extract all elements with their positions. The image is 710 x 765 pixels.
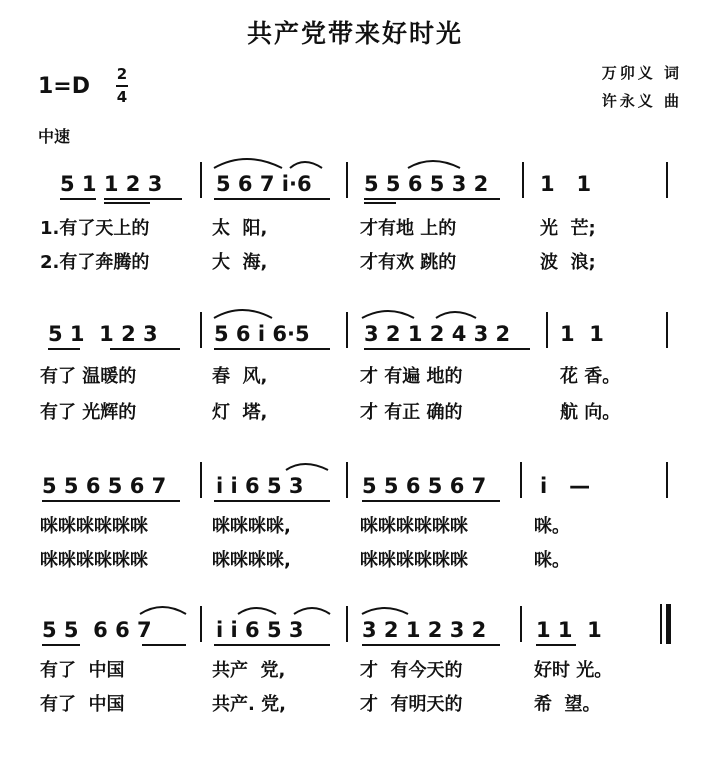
lyric: 咪。 xyxy=(534,516,570,537)
slur xyxy=(362,608,408,614)
composer-credit: 许永义 曲 xyxy=(601,92,682,110)
lyric: 才有欢 跳的 xyxy=(360,252,457,273)
key-signature: 1=D xyxy=(38,74,91,99)
slur xyxy=(362,311,414,318)
slur xyxy=(140,607,186,614)
lyric: 咪咪咪咪, xyxy=(212,516,291,537)
lyric: 好时 光。 xyxy=(534,660,613,681)
slur xyxy=(286,464,328,470)
lyric: 花 香。 xyxy=(560,366,621,387)
lyric: 才有地 上的 xyxy=(360,218,457,239)
measure: 5 5 6 5 6 7 xyxy=(42,474,167,498)
lyric: 才 有遍 地的 xyxy=(360,366,463,387)
time-signature-top: 2 xyxy=(116,65,128,83)
lyric: 1.有了天上的 xyxy=(40,218,150,239)
measure: 5 1 1 2 3 xyxy=(60,172,163,196)
lyric: 才 有正 确的 xyxy=(360,402,463,423)
lyric: 共产. 党, xyxy=(212,694,286,715)
measure: 5 6 7 i·6 xyxy=(216,172,312,196)
lyric: 航 向。 xyxy=(560,402,621,423)
measure: i i 6 5 3 xyxy=(216,474,304,498)
lyric: 才 有明天的 xyxy=(360,694,463,715)
slur xyxy=(294,608,330,614)
slur xyxy=(408,161,460,168)
lyricist-credit: 万卯义 词 xyxy=(601,64,682,82)
lyric: 太 阳, xyxy=(212,218,268,239)
measure: 3 2 1 2 3 2 xyxy=(362,618,487,642)
measure: 5 5 6 5 3 2 xyxy=(364,172,489,196)
measure: 1 1 xyxy=(560,322,604,346)
lyric: 波 浪; xyxy=(540,252,596,273)
slur xyxy=(238,608,276,614)
tempo-marking: 中速 xyxy=(38,127,71,146)
song-title: 共产党带来好时光 xyxy=(246,19,463,48)
slur xyxy=(214,159,282,168)
lyric: 咪。 xyxy=(534,550,570,571)
measure: 5 6 i 6·5 xyxy=(214,322,310,346)
lyric: 有了 温暖的 xyxy=(40,366,137,387)
lyric: 共产 党, xyxy=(212,660,286,681)
lyric: 咪咪咪咪咪咪 xyxy=(360,516,468,537)
lyric: 有了 光辉的 xyxy=(40,402,137,423)
slur xyxy=(214,310,272,318)
lyric: 咪咪咪咪咪咪 xyxy=(360,550,468,571)
lyric: 咪咪咪咪咪咪 xyxy=(40,550,148,571)
lyric: 光 芒; xyxy=(540,218,596,239)
measure: 3 2 1 2 4 3 2 xyxy=(364,322,511,346)
lyric: 咪咪咪咪咪咪 xyxy=(40,516,148,537)
lyric: 大 海, xyxy=(212,252,268,273)
lyric: 2.有了奔腾的 xyxy=(40,252,150,273)
measure: i i 6 5 3 xyxy=(216,618,304,642)
lyric: 有了 中国 xyxy=(40,694,125,715)
lyric: 有了 中国 xyxy=(40,660,125,681)
measure: 5 5 6 5 6 7 xyxy=(362,474,487,498)
slur xyxy=(290,162,322,168)
lyric: 灯 塔, xyxy=(212,402,268,423)
measure: 5 5 6 6 7 xyxy=(42,618,152,642)
slur xyxy=(436,312,476,318)
lyric: 才 有今天的 xyxy=(360,660,463,681)
time-signature-bottom: 4 xyxy=(116,88,128,106)
lyric: 希 望。 xyxy=(534,694,601,715)
lyric: 春 风, xyxy=(212,366,268,387)
measure: 5 1 1 2 3 xyxy=(48,322,158,346)
lyric: 咪咪咪咪, xyxy=(212,550,291,571)
measure: 1 1 1 xyxy=(536,618,602,642)
measure: 1 1 xyxy=(540,172,592,196)
measure: i — xyxy=(540,474,591,498)
